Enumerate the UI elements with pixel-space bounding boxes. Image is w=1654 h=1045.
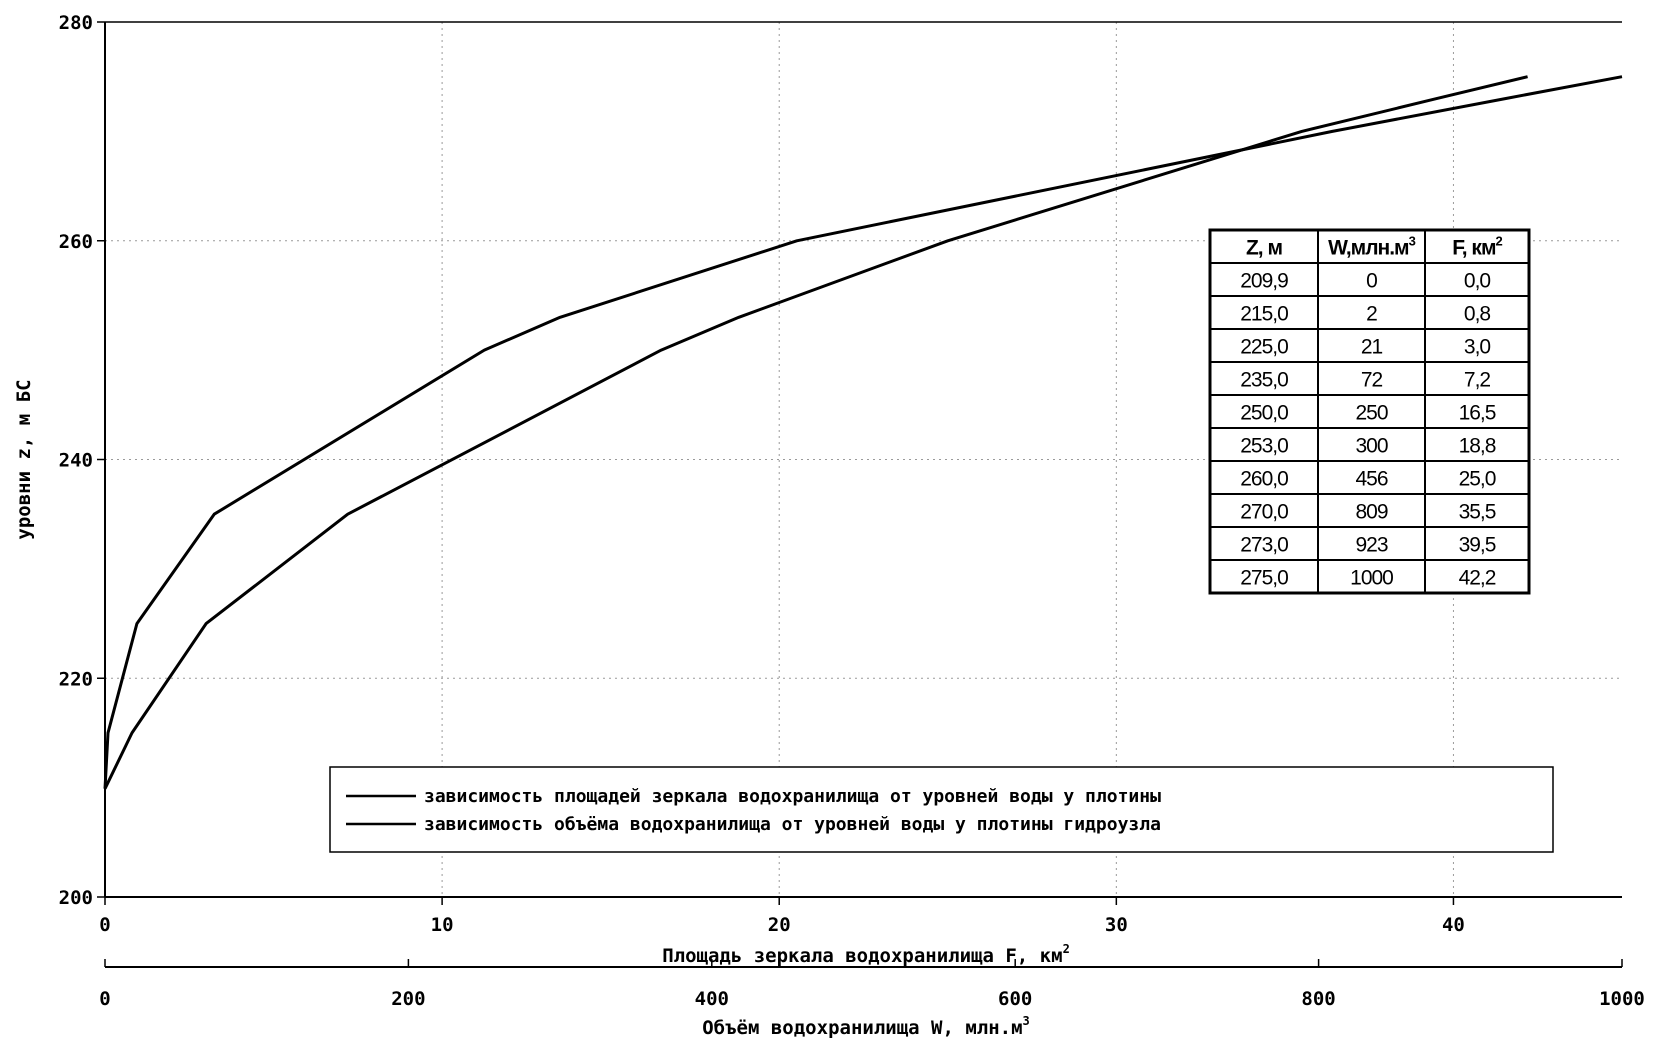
table-cell: 39,5 xyxy=(1458,533,1496,557)
table-cell: 0,0 xyxy=(1463,269,1491,293)
y-axis-title: уровни z, м БС xyxy=(13,379,35,540)
legend-label-area: зависимость площадей зеркала водохранилища от уровней воды у плотины xyxy=(424,786,1161,807)
table-header-cell: F, $км^2$ xyxy=(1452,233,1502,260)
x-axis-title-volume: Объём водохранилища W, $млн.м^3$ xyxy=(702,1014,1030,1039)
table-cell: 273,0 xyxy=(1240,533,1288,557)
x-tick-label-area: 10 xyxy=(430,914,454,936)
table-cell: 809 xyxy=(1355,500,1388,524)
x-tick-label-volume: 1000 xyxy=(1599,988,1645,1010)
table-header-cell: $W,млн.м^3$ xyxy=(1328,233,1415,260)
table-cell: 270,0 xyxy=(1240,500,1288,524)
table-cell: 2 xyxy=(1366,302,1377,326)
y-tick-label: 220 xyxy=(58,668,93,691)
table-cell: 260,0 xyxy=(1240,467,1288,491)
x-tick-label-area: 0 xyxy=(99,914,111,936)
x-tick-label-area: 40 xyxy=(1441,914,1465,936)
table-cell: 16,5 xyxy=(1458,401,1496,425)
table-cell: 253,0 xyxy=(1240,434,1288,458)
data-table xyxy=(1210,230,1529,593)
table-cell: 250,0 xyxy=(1240,401,1288,425)
table-cell: 3,0 xyxy=(1463,335,1491,359)
table-cell: 42,2 xyxy=(1458,566,1496,590)
x-tick-label-area: 20 xyxy=(767,914,791,936)
table-cell: 35,5 xyxy=(1458,500,1496,524)
table-cell: 21 xyxy=(1360,335,1383,359)
table-cell: 25,0 xyxy=(1458,467,1496,491)
y-tick-label: 200 xyxy=(58,887,93,909)
x-tick-label-volume: 200 xyxy=(391,988,426,1010)
table-cell: 235,0 xyxy=(1240,368,1288,392)
table-cell: 923 xyxy=(1355,533,1388,557)
table-cell: 215,0 xyxy=(1240,302,1288,326)
table-cell: 300 xyxy=(1355,434,1388,458)
x-tick-label-volume: 600 xyxy=(998,988,1033,1010)
y-tick-label: 260 xyxy=(58,230,93,253)
table-cell: 0 xyxy=(1366,269,1377,293)
table-header-cell: Z, м xyxy=(1245,236,1283,260)
table-cell: 18,8 xyxy=(1458,434,1496,458)
x-tick-label-volume: 800 xyxy=(1301,988,1336,1010)
y-tick-label: 280 xyxy=(58,12,93,34)
table-cell: 456 xyxy=(1355,467,1388,491)
table-cell: 209,9 xyxy=(1240,269,1288,293)
table-cell: 0,8 xyxy=(1463,302,1491,326)
table-cell: 72 xyxy=(1360,368,1383,392)
x-axis-title-area: Площадь зеркала водохранилища F, $км^2$ xyxy=(662,942,1070,967)
x-tick-label-area: 30 xyxy=(1104,914,1128,936)
table-cell: 1000 xyxy=(1350,566,1393,590)
table-cell: 7,2 xyxy=(1463,368,1491,392)
table-cell: 225,0 xyxy=(1240,335,1288,359)
x-tick-label-volume: 0 xyxy=(99,988,111,1010)
legend-label-volume: зависимость объёма водохранилища от уровней воды у плотины гидроузла xyxy=(424,814,1161,835)
y-tick-label: 240 xyxy=(58,449,93,472)
table-cell: 250 xyxy=(1355,401,1388,425)
table-cell: 275,0 xyxy=(1240,566,1288,590)
legend xyxy=(330,767,1553,852)
x-tick-label-volume: 400 xyxy=(694,988,729,1010)
